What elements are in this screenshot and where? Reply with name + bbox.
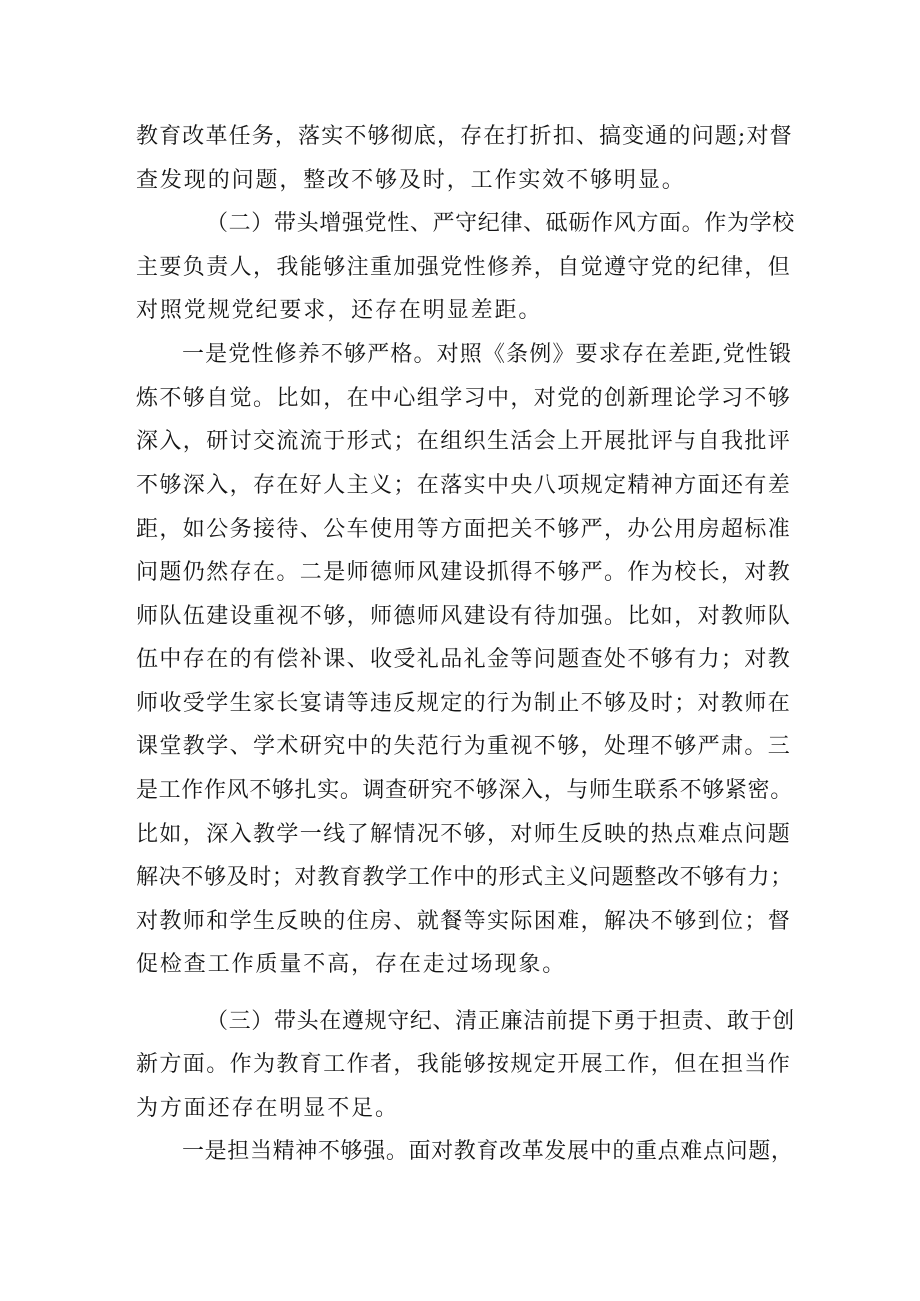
text-line: 查发现的问题，整改不够及时，工作实效不够明显。 xyxy=(136,168,686,193)
text-line: 距，如公务接待、公车使用等方面把关不够严，办公用房超标准 xyxy=(136,517,792,542)
text-line: 问题仍然存在。二是师德师风建设抓得不够严。作为校长，对教 xyxy=(136,560,792,585)
text-line: 对教师和学生反映的住房、就餐等实际困难，解决不够到位；督 xyxy=(136,909,792,934)
text-line: 师队伍建设重视不够，师德师风建设有待加强。比如，对教师队 xyxy=(136,604,792,629)
paragraph-start: 一是党性修养不够严格。对照《条例》要求存在差距,党性锻 xyxy=(182,342,793,367)
text-line: 对照党规党纪要求，还存在明显差距。 xyxy=(136,298,543,323)
text-line: 促检查工作质量不高，存在走过场现象。 xyxy=(136,952,567,977)
text-line: 教育改革任务，落实不够彻底，存在打折扣、搞变通的问题;对督 xyxy=(136,124,793,149)
section-heading-2: （二）带头增强党性、严守纪律、砥砺作风方面。作为学校 xyxy=(206,211,795,236)
text-line: 解决不够及时；对教育教学工作中的形式主义问题整改不够有力； xyxy=(136,865,793,890)
text-line: 是工作作风不够扎实。调查研究不够深入，与师生联系不够紧密。 xyxy=(136,778,793,803)
text-line: 师收受学生家长宴请等违反规定的行为制止不够及时；对教师在 xyxy=(136,691,792,716)
text-line: 伍中存在的有偿补课、收受礼品礼金等问题查处不够有力；对教 xyxy=(136,647,792,672)
text-line: 深入，研讨交流流于形式；在组织生活会上开展批评与自我批评 xyxy=(136,429,792,454)
text-line: 比如，深入教学一线了解情况不够，对师生反映的热点难点问题 xyxy=(136,822,792,847)
section-heading-3: （三）带头在遵规守纪、清正廉洁前提下勇于担责、敢于创 xyxy=(206,1009,795,1034)
text-line: 不够深入，存在好人主义；在落实中央八项规定精神方面还有差 xyxy=(136,473,792,498)
text-line: 课堂教学、学术研究中的失范行为重视不够，处理不够严肃。三 xyxy=(136,734,792,759)
text-line: 新方面。作为教育工作者，我能够按规定开展工作，但在担当作 xyxy=(136,1052,792,1077)
text-line: 为方面还存在明显不足。 xyxy=(136,1096,399,1121)
text-line: 主要负责人，我能够注重加强党性修养，自觉遵守党的纪律，但 xyxy=(136,255,792,280)
text-line: 炼不够自觉。比如，在中心组学习中，对党的创新理论学习不够 xyxy=(136,386,792,411)
paragraph-start: 一是担当精神不够强。面对教育改革发展中的重点难点问题， xyxy=(182,1139,794,1164)
